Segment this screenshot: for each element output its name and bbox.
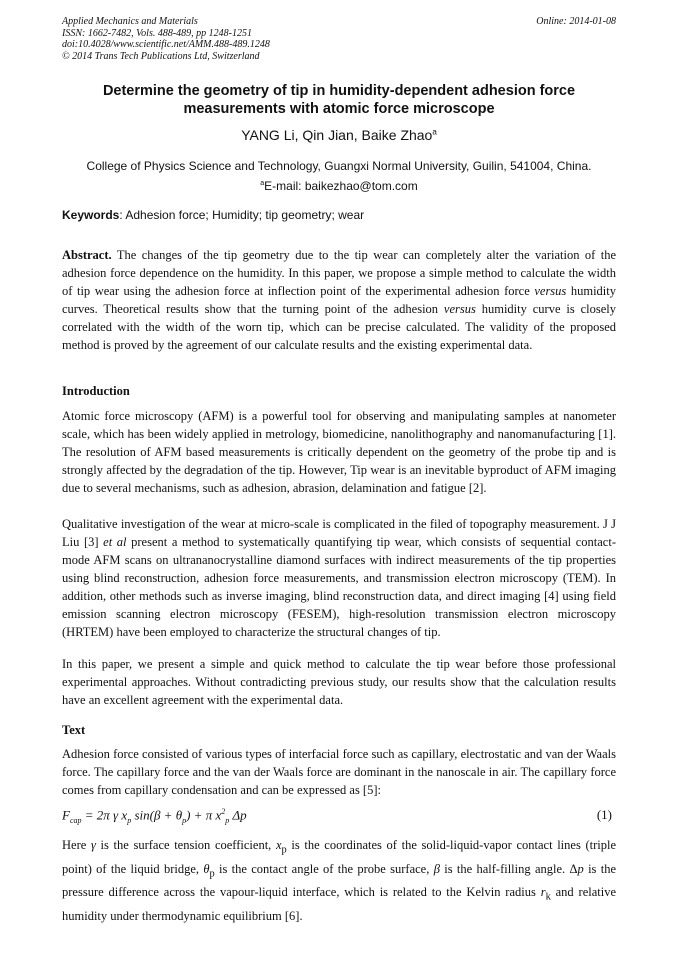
email-superscript: a: [260, 180, 265, 187]
intro-p2-text-b: present a method to systematically quantifying tip wear, which consists of sequential contact-mode AFM scans on ultrananocrystalline diamond surfaces with indirect measurements of the tip properties using blind reconstruction, adhesion force measurements, and transmission electron microscopy (TEM). In addition, other methods such as inverse imaging, blind reconstruction data, and direct imaging [4] using field emission scanning electron microscopy (FESEM), high-resolution transmission electron microscopy (HRTEM) have been employed to characterize the structural changes of tip.: [62, 535, 616, 639]
eq-part-b: sin(β + θ: [131, 807, 183, 823]
affiliation: College of Physics Science and Technology, Guangxi Normal University, Guilin, 541004, China.: [86, 159, 592, 173]
tp2-c: is the coordinates of the solid-liquid-vapor contact lines (triple point) of the liquid bridge,: [62, 838, 617, 876]
introduction-heading: Introduction: [62, 384, 130, 398]
tp2-g: and relative humidity under thermodynamic equilibrium [6].: [62, 885, 617, 923]
title-line-1: Determine the geometry of tip in humidity-dependent adhesion force: [102, 83, 576, 99]
title-line-2: measurements with atomic force microscope: [183, 101, 495, 117]
text-paragraph-1: Adhesion force consisted of various types of interfacial force such as capillary, electrostatic and van der Waals force. The capillary force and the van der Waals force are dominant in the nanoscale in air. The capillary force comes from capillary condensation and can be expressed as [5]:: [62, 747, 616, 797]
tp2-x-sub: p: [281, 844, 287, 856]
abstract-italic-2: versus: [443, 302, 476, 316]
email-line: [62, 175, 616, 195]
tp2-x: x: [275, 838, 282, 852]
online-date: Online: 2014-01-08: [536, 16, 616, 27]
abstract-text-1: The changes of the tip geometry due to the tip wear can completely alter the variation of the adhesion force dependence on the humidity. In this paper, we propose a simple method to calculate the width of tip wear using the adhesion force at inflection point of the experimental adhesion force: [62, 248, 616, 298]
eq-sub-1: p: [127, 815, 132, 825]
tp2-a: Here: [62, 838, 91, 852]
abstract-text-2: humidity curves. Theoretical results show that the turning point of the adhesion: [62, 284, 616, 316]
tp2-r-sub: k: [545, 891, 551, 903]
introduction-paragraph-2: [62, 515, 616, 641]
affiliation-block: [62, 157, 616, 195]
tp2-b: is the surface tension coefficient,: [95, 838, 276, 852]
keywords-label: Keywords: [62, 208, 120, 222]
equation-number: (1): [596, 807, 612, 822]
journal-header: [62, 16, 616, 62]
paper-title: [62, 82, 616, 118]
keywords: [62, 208, 616, 222]
eq-sup: 2: [221, 807, 226, 816]
journal-name: Applied Mechanics and Materials: [62, 16, 198, 27]
introduction-paragraph-1: Atomic force microscopy (AFM) is a powerful tool for observing and manipulating samples at nanometer scale, which has been widely applied in metrology, biomedicine, nanolithography and nanomanufacturing [1]. The resolution of AFM based measurements is critically dependent on the geometry of the probe tip and is strongly affected by the degradation of the tip. However, Tip wear is an inevitable byproduct of AFM imaging due to several mechanisms, such as adhesion, abrasion, delamination and fatigue [2].: [62, 409, 616, 495]
text-paragraph-2: [62, 836, 616, 925]
tp2-e: is the half-filling angle. Δ: [439, 861, 578, 876]
eq-part-a: = 2π γ x: [81, 807, 128, 823]
email[interactable]: E-mail: baikezhao@tom.com: [264, 179, 418, 193]
authors-text: YANG Li, Qin Jian, Baike Zhao: [241, 127, 433, 143]
tp2-gamma: γ: [90, 838, 96, 852]
introduction-paragraph-3: In this paper, we present a simple and quick method to calculate the tip wear before those professional experimental approaches. Without contradicting previous study, our results show that the calculation results have an excellent agreement with the experimental data.: [62, 657, 616, 707]
eq-sub-2: p: [182, 815, 187, 825]
tp2-p: p: [577, 861, 584, 876]
intro-p2-text-a: Qualitative investigation of the wear at micro-scale is complicated in the filed of topography measurement. J J Liu [3]: [62, 517, 616, 549]
tp2-d: is the contact angle of the probe surface,: [214, 861, 434, 876]
tp2-r: r: [540, 885, 546, 899]
tp2-f: is the pressure difference across the vapour-liquid interface, which is related to the Kelvin radius: [62, 861, 616, 899]
keywords-text: : Adhesion force; Humidity; tip geometry; wear: [119, 208, 365, 222]
tp2-theta-sub: p: [209, 868, 215, 879]
eq-lhs: F: [62, 807, 70, 823]
tp2-theta: θ: [203, 861, 210, 876]
intro-p2-italic: et al: [103, 535, 127, 549]
abstract-italic-1: versus: [534, 284, 567, 298]
eq-part-c: ) + π x: [186, 807, 222, 823]
eq-lhs-sub: cap: [69, 815, 82, 825]
text-heading: Text: [62, 723, 86, 737]
authors-superscript: a: [432, 127, 437, 137]
equation-1: [62, 807, 616, 829]
equation-formula: [62, 807, 247, 825]
eq-part-d: Δp: [229, 807, 247, 823]
doi-line[interactable]: doi:10.4028/www.scientific.net/AMM.488-489.1248: [62, 39, 270, 50]
copyright-line: © 2014 Trans Tech Publications Ltd, Switzerland: [62, 50, 260, 62]
issn-line: ISSN: 1662-7482, Vols. 488-489, pp 1248-1251: [62, 27, 252, 39]
abstract-label: Abstract.: [62, 248, 112, 262]
abstract-text-3: humidity curve is closely correlated with the width of the worn tip, which can be precise calculated. The validity of the proposed method is proved by the agreement of our calculate results and the existing experimental data.: [62, 302, 616, 352]
eq-sub-3: p: [225, 815, 230, 825]
tp2-beta: β: [433, 861, 440, 876]
author-list: [62, 127, 616, 143]
abstract-paragraph: [62, 246, 616, 354]
